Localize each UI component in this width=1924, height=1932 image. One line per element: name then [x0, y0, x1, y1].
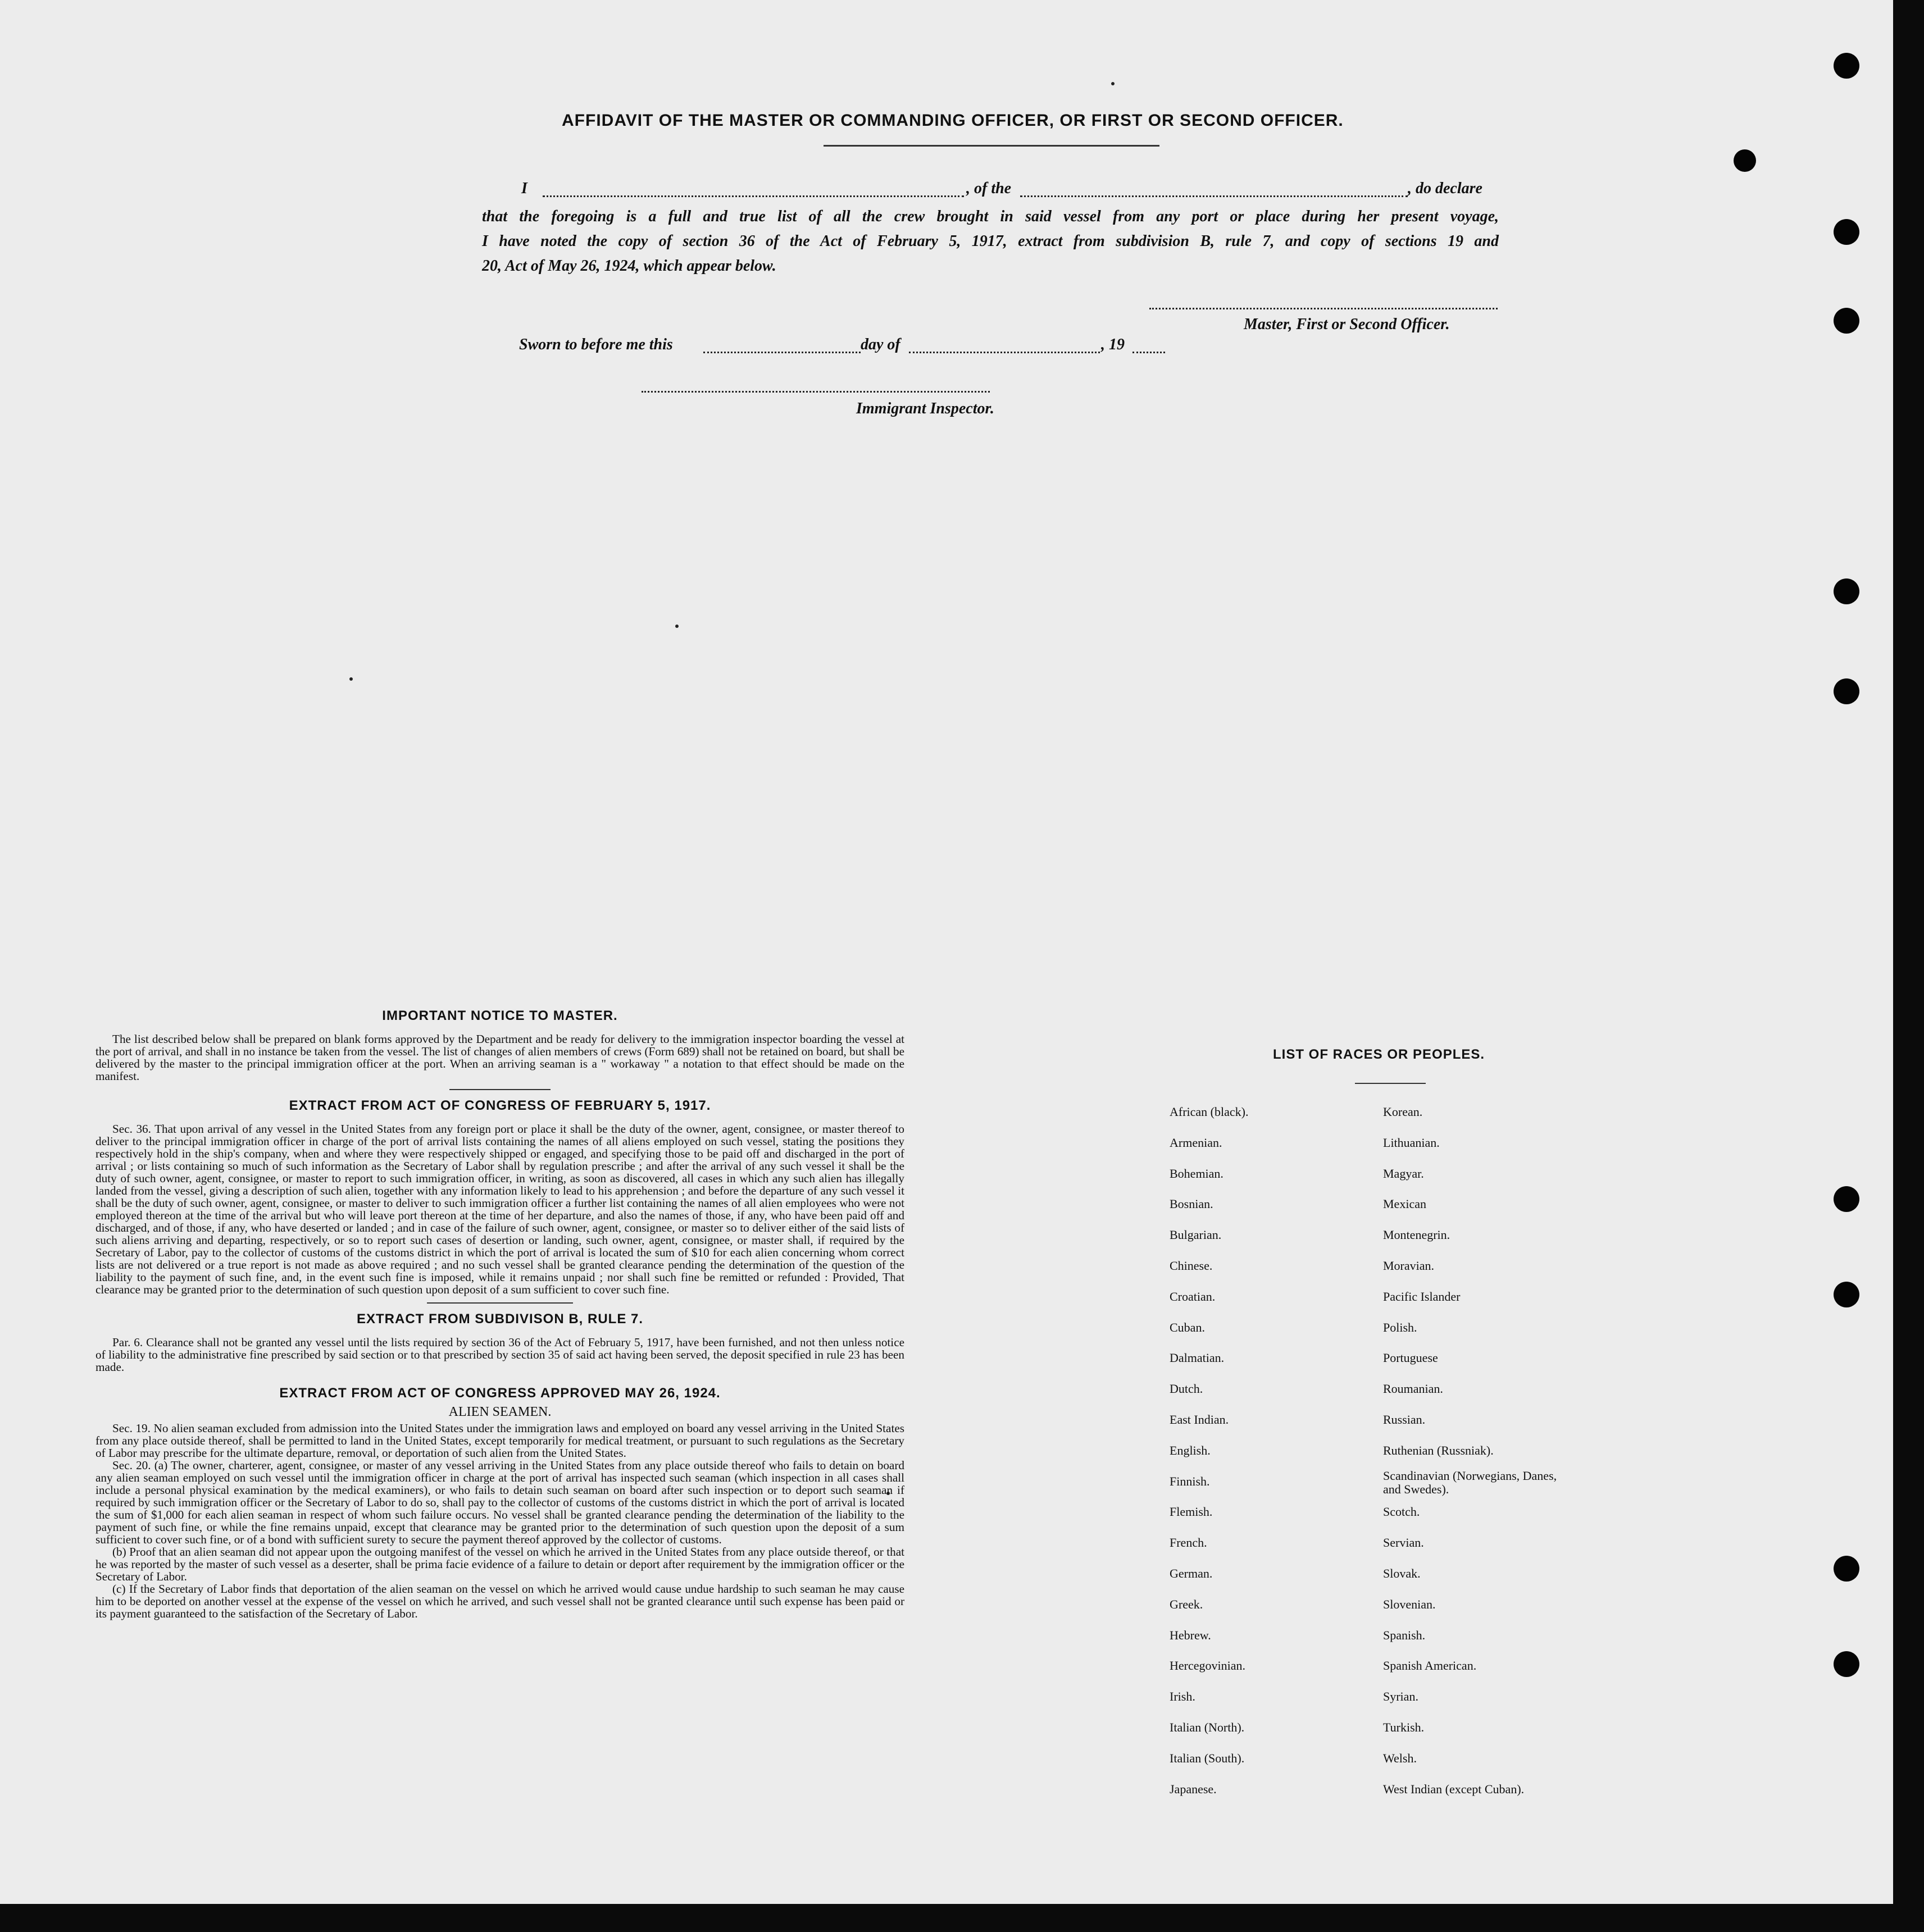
- alien-seamen-subtitle: ALIEN SEAMEN.: [448, 1405, 552, 1419]
- race-item: Finnish.: [1170, 1474, 1210, 1488]
- punch-hole: [1834, 578, 1859, 604]
- inspector-blank-line[interactable]: [642, 391, 990, 393]
- races-underline: [1355, 1083, 1426, 1084]
- rule7-title: EXTRACT FROM SUBDIVISON B, RULE 7.: [356, 1311, 644, 1327]
- punch-hole: [1834, 678, 1859, 704]
- race-item: Bosnian.: [1170, 1197, 1213, 1211]
- sec36-paragraph: Sec. 36. That upon arrival of any vessel in the United States from any foreign port or place it shall be the duty of the owner, agent, consignee, or master thereof to deliver to the principal immigration officer in charge of the port of arrival lists containing the names of all aliens employed on such vessel, stating the positions they respectively hold in the ship's company, when and where they were respectively shipped or engaged, and specifying those to be paid off and discharged in the port of arrival ; or lists containing so much of such information as the Secretary of Labor shall by regulation prescribe ; and after the arrival of any such vessel it shall be the duty of such owner, agent, consignee, or master to report to such immigration officer, in writing, as soon as discovered, all cases in which any such alien has illegally landed from the vessel, giving a description of such alien, together with any information likely to lead to his apprehension ; and before the departure of any such vessel it shall be the duty of such owner, agent, consignee, or master to deliver to such immigration officer a further list containing the names of all alien employees who were not employed thereon at the time of the arrival but who will leave port thereon at the time of her departure, and also the names of those, if any, who have been paid off and discharged, and of those, if any, who have deserted or landed ; and in case of the failure of such owner, agent, consignee, or master so to deliver either of the said lists of such aliens arriving and departing, respectively, or so to report such cases of desertion or landing, such owner, agent, consignee, or master shall, if required by the Secretary of Labor, pay to the collector of customs of the customs district in which the port of arrival is located the sum of $10 for each alien concerning whom correct lists are not delivered or a true report is not made as above required ; and no such vessel shall be granted clearance pending the determination of the question of the liability to the payment of such fine, and, in the event such fine is imposed, while it remains unpaid ; nor shall such fine be remitted or refunded : Provided, That clearance may be granted prior to the determination of such question upon deposit of a sum sufficient to cover such fine.: [95, 1122, 904, 1296]
- section-divider: [427, 1302, 573, 1304]
- inspector-label: Immigrant Inspector.: [856, 400, 994, 417]
- race-item: Montenegrin.: [1383, 1228, 1450, 1242]
- race-item: Dalmatian.: [1170, 1351, 1225, 1365]
- race-item: West Indian (except Cuban).: [1383, 1781, 1525, 1796]
- race-item: Roumanian.: [1383, 1382, 1443, 1396]
- sec20a-paragraph: Sec. 20. (a) The owner, charterer, agent, consignee, or master of any vessel arriving in the United States from any place outside thereof who fails to detain on board any alien seaman employed on such vessel until the immigration officer in charge at the port of arrival has inspected such seaman (which inspection in all cases shall include a personal physical examination by the medical examiners), or who fails to detain such seaman on board after such inspection or to deport such seaman if required by such immigration officer or the Secretary of Labor to do so, shall pay to the collector of customs of the customs district in which the port of arrival is located the sum of $1,000 for each alien seaman in respect of whom such failure occurs. No vessel shall be granted clearance pending the determination of the liability to the payment of such fine, or while the fine remains unpaid, except that clearance may be granted prior to the determination of such question upon the deposit of a sum sufficient to cover such fine, or of a bond with sufficient surety to secure the payment thereof approved by the collector of customs.: [95, 1459, 904, 1546]
- affidavit-of-the: , of the: [966, 180, 1012, 197]
- race-item: French.: [1170, 1535, 1207, 1550]
- affidavit-do-declare: , do declare: [1408, 180, 1482, 197]
- punch-hole: [1734, 149, 1756, 172]
- race-item: Armenian.: [1170, 1135, 1222, 1150]
- legal-text-column: [95, 1008, 904, 1620]
- race-item: Ruthenian (Russniak).: [1383, 1443, 1494, 1457]
- sworn-prefix: Sworn to before me this: [519, 336, 673, 353]
- sec20c-paragraph: (c) If the Secretary of Labor finds that deportation of the alien seaman on the vessel on which he arrived would cause undue hardship to such seaman he may cause him to be deported on another vessel at the expense of the vessel on which he arrived, and such vessel shall not be granted clearance until such expense has been paid or its payment guaranteed to the satisfaction of the Secretary of Labor.: [95, 1582, 904, 1620]
- race-item: East Indian.: [1170, 1412, 1229, 1427]
- vessel-blank-line[interactable]: [1020, 195, 1408, 197]
- name-blank-line[interactable]: [543, 195, 964, 197]
- race-item: Irish.: [1170, 1689, 1195, 1704]
- race-item: Croatian.: [1170, 1289, 1216, 1304]
- affidavit-title: AFFIDAVIT OF THE MASTER OR COMMANDING OFFICER, OR FIRST OR SECOND OFFICER.: [562, 111, 1344, 130]
- punch-hole: [1834, 308, 1859, 334]
- race-item: Hebrew.: [1170, 1628, 1211, 1642]
- sec20b-paragraph: (b) Proof that an alien seaman did not appear upon the outgoing manifest of the vessel on which he arrived in the United States from any place outside thereof, or that he was reported by the master of such vessel as a deserter, shall be prima facie evidence of a failure to detain or deport after requirement by the immigration officer or the Secretary of Labor.: [95, 1545, 904, 1583]
- day-blank-line[interactable]: [703, 352, 861, 353]
- race-item: English.: [1170, 1443, 1211, 1457]
- race-item: Pacific Islander: [1383, 1289, 1461, 1304]
- race-item: Hercegovinian.: [1170, 1658, 1245, 1673]
- punch-hole: [1834, 1556, 1859, 1582]
- affidavit-line: 20, Act of May 26, 1924, which appear below.: [482, 257, 776, 275]
- notice-title: IMPORTANT NOTICE TO MASTER.: [382, 1008, 618, 1023]
- race-item: Japanese.: [1170, 1781, 1217, 1796]
- race-item: Korean.: [1383, 1105, 1423, 1119]
- race-item: Welsh.: [1383, 1751, 1417, 1765]
- race-item: Turkish.: [1383, 1720, 1425, 1734]
- race-item: Servian.: [1383, 1535, 1424, 1550]
- punch-hole: [1834, 1186, 1859, 1212]
- ink-speck: [675, 625, 679, 628]
- race-item: Slovak.: [1383, 1566, 1421, 1580]
- master-label: Master, First or Second Officer.: [1244, 316, 1450, 333]
- race-item: Lithuanian.: [1383, 1135, 1440, 1150]
- race-item: Syrian.: [1383, 1689, 1418, 1704]
- rule7-paragraph: Par. 6. Clearance shall not be granted any vessel until the lists required by section 36 of the Act of February 5, 1917, have been furnished, and not then unless notice of liability to the administrative fine prescribed by said section or to that prescribed by section 35 of said act having been served, the deposit specified in rule 23 has been made.: [95, 1336, 904, 1374]
- punch-hole: [1834, 1651, 1859, 1677]
- race-item: Chinese.: [1170, 1259, 1213, 1273]
- sworn-day-of: day of: [861, 336, 900, 353]
- race-item: Dutch.: [1170, 1382, 1203, 1396]
- affidavit-i: I: [521, 180, 527, 197]
- sec19-paragraph: Sec. 19. No alien seaman excluded from admission into the United States under the immigration laws and employed on board any vessel arriving in the United States from any place outside thereof, shall be permitted to land in the United States, except temporarily for medical treatment, or pursuant to such regulations as the Secretary of Labor may prescribe for the ultimate departure, removal, or deportation of such alien from the United States.: [95, 1421, 904, 1460]
- year-blank-line[interactable]: [1132, 352, 1165, 353]
- signature-blank-line[interactable]: [1149, 308, 1498, 309]
- affidavit-text: [482, 204, 1499, 279]
- race-item: Cuban.: [1170, 1320, 1205, 1334]
- race-item: Slovenian.: [1383, 1597, 1436, 1611]
- title-underline: [824, 145, 1159, 147]
- race-item: Mexican: [1383, 1197, 1426, 1211]
- race-item: Spanish American.: [1383, 1658, 1477, 1673]
- rule7-body: [95, 1336, 904, 1373]
- race-item: Scandinavian (Norwegians, Danes, and Swedes).: [1383, 1468, 1557, 1496]
- extract-1917-title: EXTRACT FROM ACT OF CONGRESS OF FEBRUARY 5, 1917.: [289, 1098, 711, 1113]
- race-item: Italian (North).: [1170, 1720, 1245, 1734]
- notice-body: [95, 1033, 904, 1082]
- race-item: Greek.: [1170, 1597, 1203, 1611]
- races-title: LIST OF RACES OR PEOPLES.: [1273, 1047, 1485, 1062]
- extract-1924-title: EXTRACT FROM ACT OF CONGRESS APPROVED MAY 26, 1924.: [279, 1386, 721, 1401]
- punch-hole: [1834, 219, 1859, 245]
- race-item: German.: [1170, 1566, 1213, 1580]
- affidavit-line: that the foregoing is a full and true list of all the crew brought in said vessel from any port or place during her present voyage,: [482, 208, 1499, 225]
- race-item: Italian (South).: [1170, 1751, 1245, 1765]
- race-item: Flemish.: [1170, 1505, 1213, 1519]
- race-item: Moravian.: [1383, 1259, 1435, 1273]
- extract-1917-body: [95, 1123, 904, 1296]
- extract-1924-body: [95, 1422, 904, 1620]
- race-item: Bohemian.: [1170, 1166, 1223, 1181]
- punch-hole: [1834, 1282, 1859, 1307]
- race-item: Scotch.: [1383, 1505, 1420, 1519]
- punch-hole: [1834, 53, 1859, 79]
- race-item: Bulgarian.: [1170, 1228, 1222, 1242]
- race-item: Polish.: [1383, 1320, 1417, 1334]
- race-item: Magyar.: [1383, 1166, 1424, 1181]
- affidavit-line: I have noted the copy of section 36 of the Act of February 5, 1917, extract from subdivision B, rule 7, and copy of sections 19 and: [482, 233, 1499, 250]
- race-item: African (black).: [1170, 1105, 1249, 1119]
- race-item: Portuguese: [1383, 1351, 1438, 1365]
- month-blank-line[interactable]: [909, 352, 1100, 353]
- race-item: Russian.: [1383, 1412, 1426, 1427]
- notice-paragraph: The list described below shall be prepared on blank forms approved by the Department and be ready for delivery to the immigration inspector boarding the vessel at the port of arrival, and shall in no instance be taken from the vessel. The list of changes of alien members of crews (Form 689) shall not be retained on board, but shall be delivered by the master to the principal immigration officer at the port. When an arriving seaman is a " workaway " a notation to that effect should be made on the manifest.: [95, 1032, 904, 1083]
- ink-speck: [1111, 82, 1115, 85]
- race-item: Spanish.: [1383, 1628, 1426, 1642]
- section-divider: [449, 1089, 551, 1090]
- ink-speck: [349, 677, 353, 681]
- sworn-year: , 19: [1101, 336, 1125, 353]
